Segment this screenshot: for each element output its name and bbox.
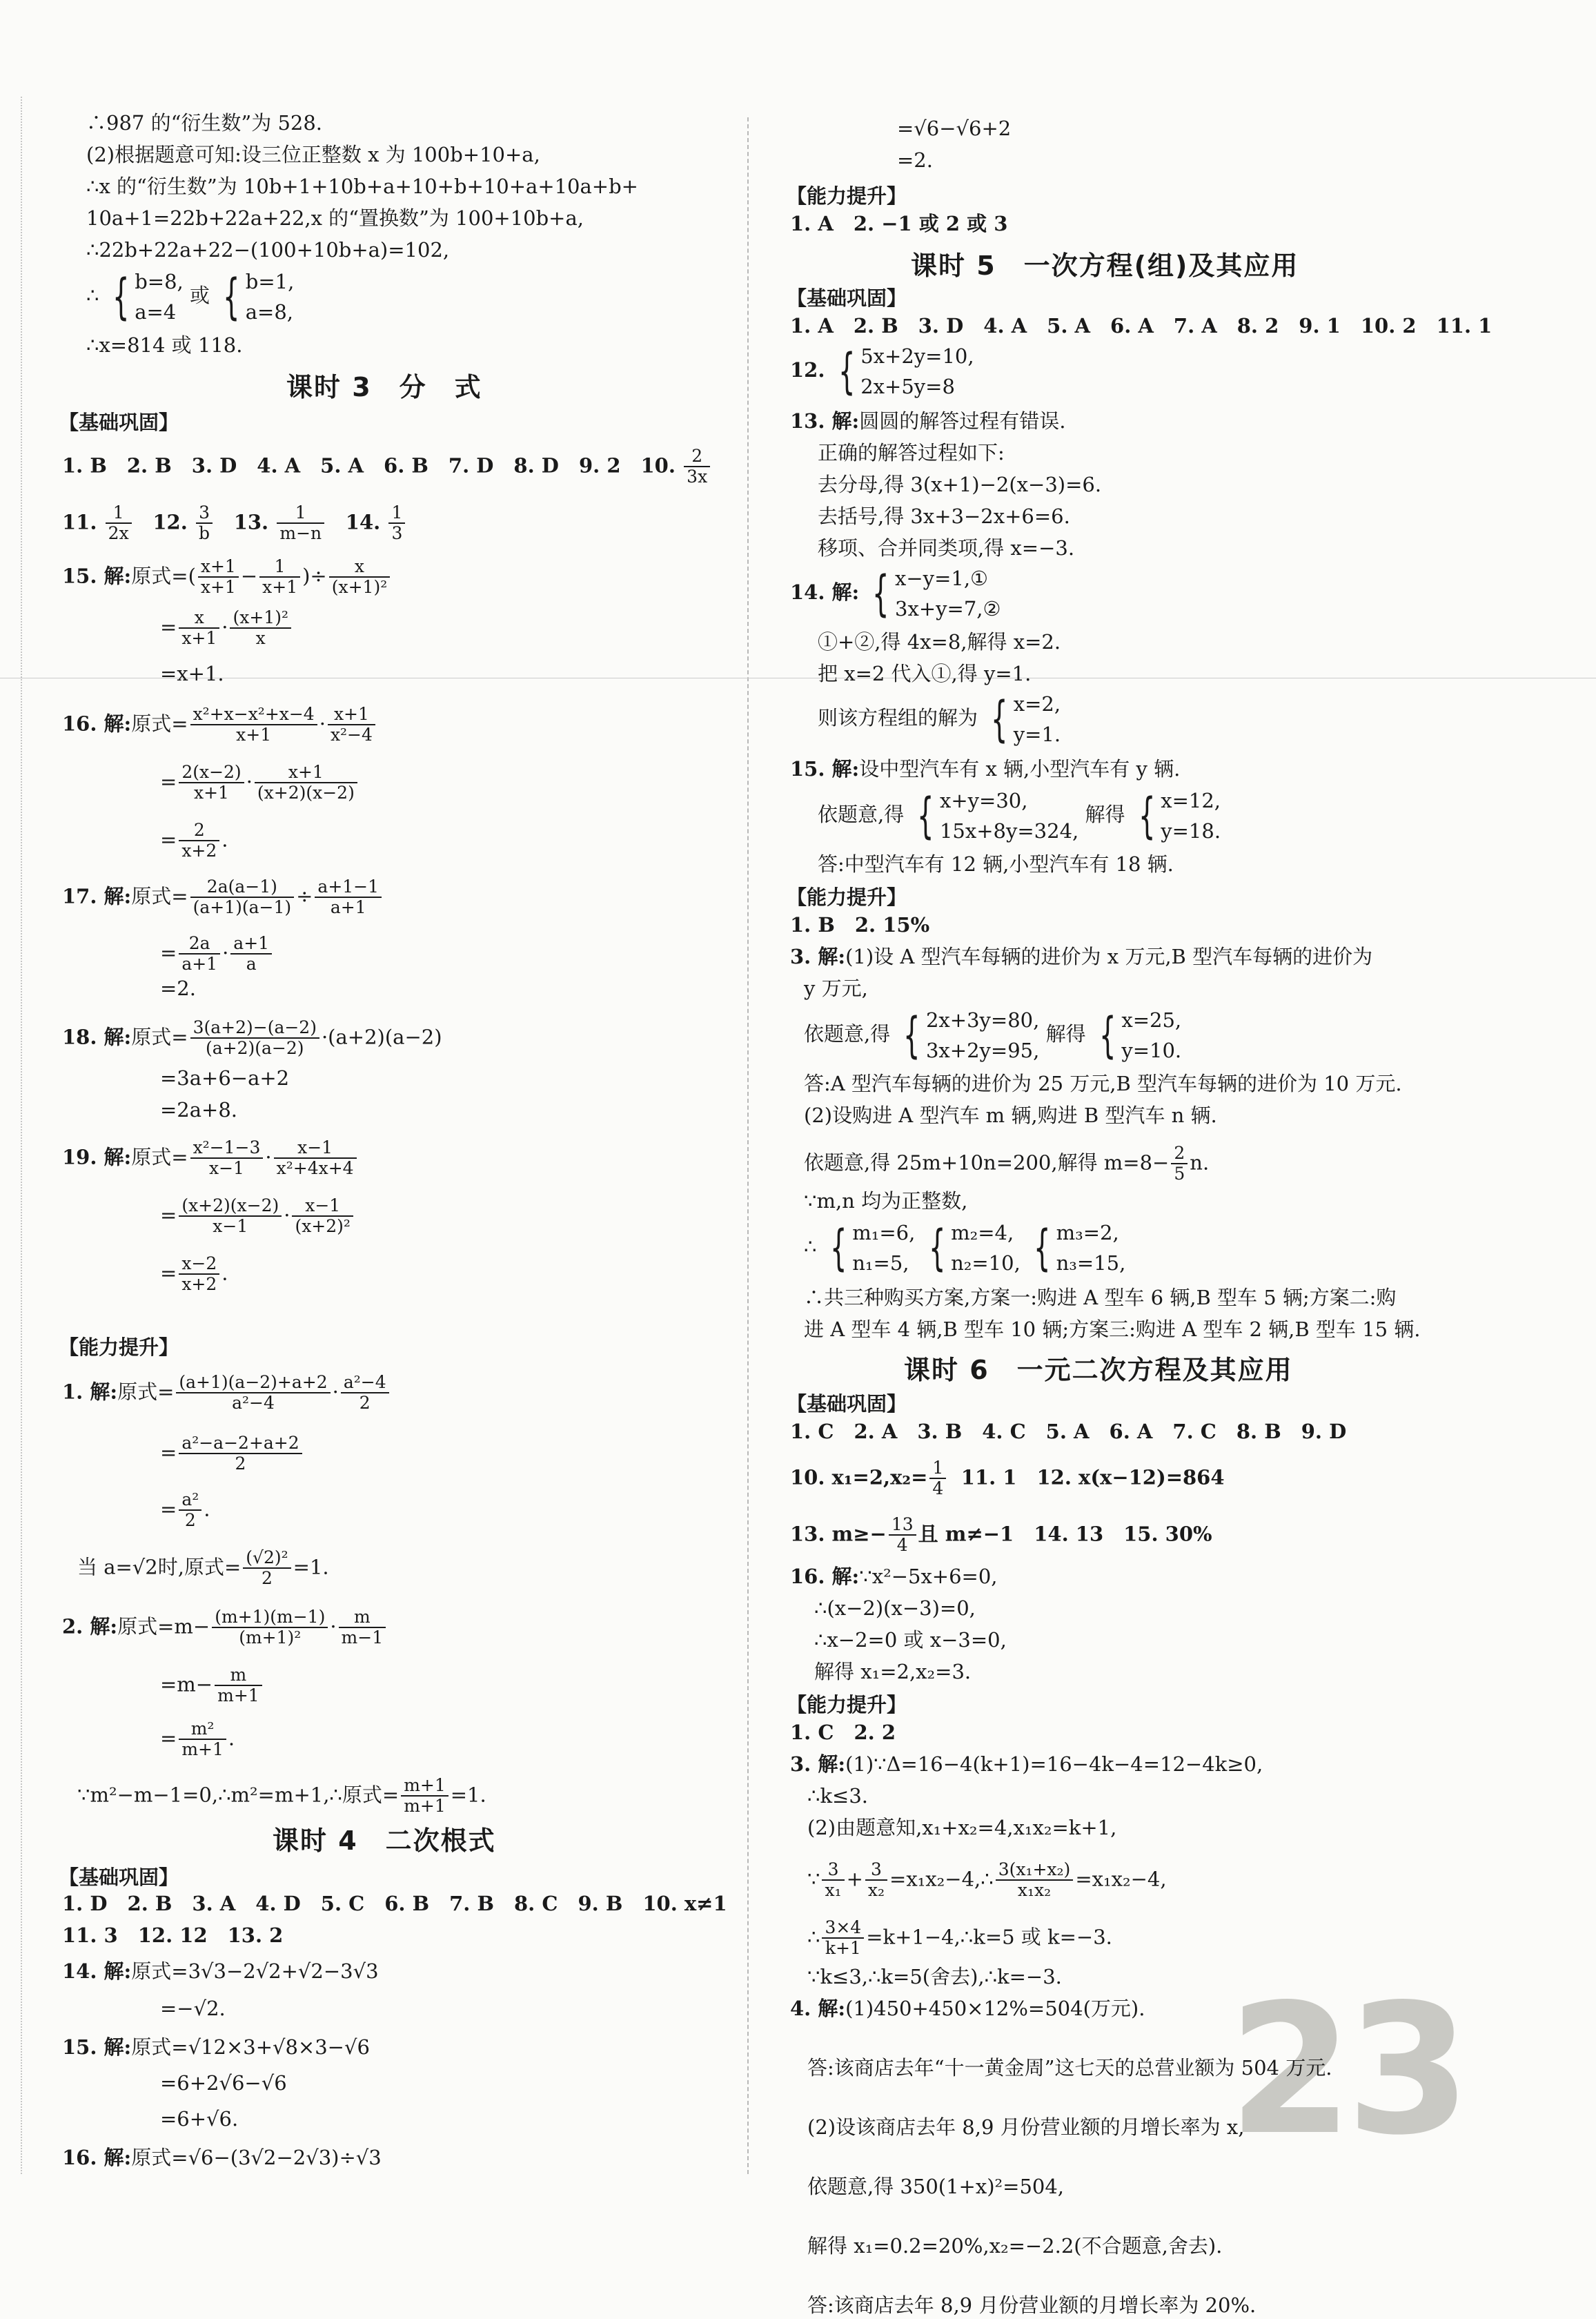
text-line: ∴x=814 或 118. bbox=[86, 333, 243, 357]
therefore-symbol: ∴ bbox=[807, 1925, 820, 1949]
answer-number: 11. bbox=[62, 510, 97, 534]
solution-line bbox=[790, 943, 1372, 970]
equation: m₂=4, bbox=[951, 1221, 1014, 1244]
operator: · bbox=[284, 1203, 290, 1227]
equation-system: { x=12, y=18. bbox=[1132, 785, 1221, 846]
expr: 依题意,得 25m+10n=200,解得 m=8− bbox=[804, 1151, 1170, 1175]
or-word: 或 bbox=[189, 284, 210, 307]
section-title: 课时 5 一次方程(组)及其应用 bbox=[911, 251, 1299, 281]
expr: 解得 bbox=[1085, 803, 1125, 826]
equation: 15x+8y=324, bbox=[939, 819, 1079, 843]
solution-line: (2)设该商店去年 8,9 月份营业额的月增长率为 x, bbox=[807, 2115, 1245, 2139]
solution-line: 答:该商店去年 8,9 月份营业额的月增长率为 20%. bbox=[807, 2293, 1257, 2317]
fraction: $\frac{2}{3x}$ bbox=[684, 447, 710, 487]
solution-line bbox=[804, 1005, 1181, 1066]
equation: 2x+3y=80, bbox=[925, 1008, 1040, 1032]
solution-line bbox=[160, 1255, 228, 1294]
solution-line: 依题意,得 350(1+x)²=504, bbox=[807, 2175, 1065, 2198]
fraction: $\frac{x-1}{\text{(x+2)²}}$ bbox=[292, 1197, 353, 1236]
expr: 原式=( bbox=[131, 564, 196, 588]
question-number: 15. 解: bbox=[790, 757, 860, 781]
expr: 原式= bbox=[131, 884, 188, 908]
solution-line bbox=[804, 1217, 1125, 1278]
equation: 2x+5y=8 bbox=[860, 375, 955, 398]
equation: x=2, bbox=[1013, 692, 1061, 716]
question-number: 14. 解: bbox=[62, 1959, 132, 1983]
solution-line: 去括号,得 3x+3−2x+6=6. bbox=[818, 505, 1070, 528]
equation: n₃=15, bbox=[1056, 1251, 1126, 1275]
solution-line bbox=[790, 755, 1180, 783]
fraction: $\frac{x}{\text{(x+1)²}}$ bbox=[329, 558, 390, 597]
fraction: $\frac{\text{x²+x−x²+x−4}}{x+1}$ bbox=[190, 705, 317, 745]
solution-line bbox=[62, 558, 392, 597]
fraction: $\frac{3\times 4}{k+1}$ bbox=[822, 1919, 864, 1958]
solution-line: 解得 x₁=2,x₂=3. bbox=[814, 1660, 972, 1683]
fraction: $\frac{\text{x²−1−3}}{x-1}$ bbox=[190, 1139, 264, 1178]
solution-line: ∴共三种购买方案,方案一:购进 A 型车 6 辆,B 型车 5 辆;方案二:购 bbox=[804, 1286, 1397, 1309]
solution-line bbox=[160, 1197, 355, 1236]
answer-text: 且 m≠−1 14. 13 15. 30% bbox=[918, 1522, 1212, 1546]
solution-line: =2. bbox=[897, 148, 933, 172]
left-margin-mark bbox=[21, 97, 22, 2174]
solution-line: 解得 x₁=0.2=20%,x₂=−2.2(不合题意,舍去). bbox=[807, 2234, 1223, 2258]
answer-line: 1. B 2. 15% bbox=[790, 913, 930, 937]
period: . bbox=[221, 828, 228, 852]
answer-line bbox=[790, 1459, 1225, 1498]
question-number: 4. 解: bbox=[790, 1997, 846, 2020]
question-number: 12. bbox=[790, 358, 825, 382]
answer-text: 1. B 2. B 3. D 4. A 5. A 6. B 7. D 8. D 9. 2 10. bbox=[62, 453, 676, 478]
solution-line bbox=[790, 1563, 998, 1590]
question-number: 13. 解: bbox=[790, 409, 860, 433]
question-number: 3. 解: bbox=[790, 1752, 846, 1776]
solution-line bbox=[62, 878, 384, 917]
expr: =x₁x₂−4, bbox=[1075, 1867, 1167, 1891]
answer-line bbox=[62, 447, 712, 487]
solution-line: (2)设购进 A 型汽车 m 辆,购进 B 型汽车 n 辆. bbox=[804, 1104, 1217, 1127]
equation-system: { b=8, a=4 bbox=[106, 266, 184, 327]
fraction: $\frac{2}{5}$ bbox=[1171, 1144, 1188, 1184]
answer-line bbox=[790, 341, 974, 402]
section-heading: 【能力提升】 bbox=[787, 1693, 907, 1716]
expr: =k+1−4,∴k=5 或 k=−3. bbox=[866, 1925, 1112, 1949]
operator: · bbox=[222, 941, 229, 965]
fraction: $\frac{x+1}{x+1}$ bbox=[198, 558, 239, 597]
fraction: $\frac{x-2}{x+2}$ bbox=[179, 1255, 219, 1294]
question-number: 2. 解: bbox=[62, 1614, 118, 1638]
equation: 3x+y=7,② bbox=[895, 597, 1001, 620]
fraction: $\frac{m+1}{m+1}$ bbox=[401, 1777, 449, 1816]
operator: · bbox=[330, 1614, 337, 1638]
solution-line: 把 x=2 代入①,得 y=1. bbox=[818, 662, 1032, 685]
answer-line: 11. 3 12. 12 13. 2 bbox=[62, 1924, 284, 1947]
equation: x+y=30, bbox=[939, 789, 1028, 812]
expr: 原式= bbox=[117, 1380, 175, 1404]
equation-system: { x−y=1,① 3x+y=7,② bbox=[865, 563, 1001, 624]
equation: y=1. bbox=[1013, 723, 1061, 746]
period: . bbox=[204, 1497, 210, 1521]
fraction: $\frac{1}{x+1}$ bbox=[259, 558, 300, 597]
expr: 依题意,得 bbox=[818, 803, 905, 826]
solution-line bbox=[62, 1373, 391, 1413]
question-number: 16. 解: bbox=[790, 1565, 860, 1588]
question-number: 15. 解: bbox=[62, 564, 132, 588]
solution-line: 答:中型汽车有 12 辆,小型汽车有 18 辆. bbox=[818, 852, 1174, 876]
operator: · bbox=[319, 712, 326, 736]
solution-line: =√6−√6+2 bbox=[897, 117, 1012, 140]
operator: − bbox=[240, 564, 258, 588]
fraction: $\frac{a+1}{a}$ bbox=[230, 935, 272, 974]
solution-line bbox=[160, 821, 228, 861]
expr: ∵m²−m−1=0,∴m²=m+1,∴原式= bbox=[77, 1783, 400, 1807]
operator: · bbox=[332, 1380, 339, 1404]
expr: 原式= bbox=[131, 1025, 188, 1049]
solution-line bbox=[790, 407, 1065, 435]
solution-line: =2a+8. bbox=[160, 1098, 238, 1122]
fraction: $\frac{1}{4}$ bbox=[929, 1459, 946, 1498]
equals: = bbox=[160, 941, 177, 965]
solution-line bbox=[62, 2033, 370, 2061]
section-title: 课时 4 二次根式 bbox=[273, 1826, 496, 1856]
expr: =1. bbox=[450, 1783, 486, 1807]
equation-system: { m₂=4, n₂=10, bbox=[922, 1217, 1021, 1278]
expr: 原式= bbox=[131, 712, 188, 736]
solution-line: ∴x−2=0 或 x−3=0, bbox=[814, 1628, 1007, 1652]
answer-text: 10. x₁=2,x₂= bbox=[790, 1465, 928, 1489]
fraction: $\frac{1}{3}$ bbox=[388, 504, 405, 543]
solution-line bbox=[160, 1666, 264, 1705]
expr: (1)450+450×12%=504(万元). bbox=[845, 1997, 1145, 2020]
equation: b=1, bbox=[245, 270, 295, 293]
fraction: $\frac{\text{3(x₁+x₂)}}{\text{x₁x₂}}$ bbox=[996, 1861, 1074, 1900]
solution-line: =6+√6. bbox=[160, 2107, 239, 2131]
solution-line: =x+1. bbox=[160, 662, 224, 685]
equals: = bbox=[160, 828, 177, 852]
solution-line bbox=[62, 705, 377, 745]
fraction: $\frac{(x+2)(x-2)}{x-1}$ bbox=[179, 1197, 282, 1236]
question-number: 17. 解: bbox=[62, 884, 132, 908]
expr: 依题意,得 bbox=[804, 1022, 891, 1046]
fraction: $\frac{a+1-1}{a+1}$ bbox=[315, 878, 382, 917]
fraction: $\frac{\text{(√2)²}}{2}$ bbox=[243, 1549, 290, 1588]
fraction: $\frac{3(a+2)-(a-2)}{(a+2)(a-2)}$ bbox=[190, 1019, 319, 1058]
section-heading: 【能力提升】 bbox=[787, 885, 907, 909]
expr: )÷ bbox=[302, 564, 327, 588]
fraction: $\frac{1}{2x}$ bbox=[106, 504, 132, 543]
equation: 5x+2y=10, bbox=[860, 344, 974, 368]
fraction: $\frac{\text{m²}}{m+1}$ bbox=[179, 1720, 226, 1759]
answer-number: 14. bbox=[345, 510, 381, 534]
therefore-symbol: ∴ bbox=[86, 284, 99, 307]
fraction: $\frac{2}{x+2}$ bbox=[179, 821, 219, 861]
solution-line: 进 A 型车 4 辆,B 型车 10 辆;方案三:购进 A 型车 2 辆,B 型车 15 辆. bbox=[804, 1318, 1421, 1341]
expr: =1. bbox=[293, 1555, 329, 1579]
solution-line bbox=[160, 1720, 235, 1759]
fraction: $\frac{3}{\text{x₁}}$ bbox=[822, 1861, 844, 1900]
fraction: $\frac{(m+1)(m-1)}{\text{(m+1)²}}$ bbox=[212, 1608, 328, 1647]
equation: x=12, bbox=[1161, 789, 1221, 812]
solution-line: (2)由题意知,x₁+x₂=4,x₁x₂=k+1, bbox=[807, 1816, 1117, 1839]
equation: a=8, bbox=[245, 300, 294, 324]
fraction: $\frac{x+1}{(x+2)(x-2)}$ bbox=[255, 763, 357, 803]
equation: m₁=6, bbox=[852, 1221, 916, 1244]
solution-line: ∵k≤3,∴k=5(舍去),∴k=−3. bbox=[807, 1965, 1062, 1988]
solution-line bbox=[62, 1019, 442, 1058]
answer-line: 1. C 2. A 3. B 4. C 5. A 6. A 7. C 8. B 9. D bbox=[790, 1420, 1347, 1443]
section-heading: 【能力提升】 bbox=[59, 1335, 179, 1359]
operator: · bbox=[246, 770, 253, 794]
expr: 原式=3√3−2√2+√2−3√3 bbox=[131, 1959, 379, 1983]
equals: = bbox=[160, 615, 177, 639]
equation: a=4 bbox=[135, 300, 177, 324]
expr: 当 a=√2时,原式= bbox=[77, 1555, 242, 1579]
question-number: 16. 解: bbox=[62, 712, 132, 736]
answer-number: 13. bbox=[233, 510, 269, 534]
operator: · bbox=[265, 1145, 272, 1169]
question-number: 15. 解: bbox=[62, 2035, 132, 2059]
equation-system: { m₁=6, n₁=5, bbox=[823, 1217, 916, 1278]
solution-line bbox=[818, 785, 1221, 846]
expr: =x₁x₂−4,∴ bbox=[889, 1867, 994, 1891]
expr: 设中型汽车有 x 辆,小型汽车有 y 辆. bbox=[859, 757, 1181, 781]
solution-line: ∵m,n 均为正整数, bbox=[804, 1189, 968, 1213]
fraction: $\frac{2a(a-1)}{(a+1)(a-1)}$ bbox=[190, 878, 295, 917]
solution-line bbox=[790, 1995, 1596, 2022]
because-symbol: ∵ bbox=[807, 1867, 820, 1891]
expr: 解得 bbox=[1045, 1022, 1086, 1046]
solution-line bbox=[77, 1549, 329, 1588]
fraction: $\frac{(a+1)(a-2)+a+2}{\text{a²−4}}$ bbox=[176, 1373, 330, 1413]
equation: x=25, bbox=[1121, 1008, 1182, 1032]
question-number: 19. 解: bbox=[62, 1145, 132, 1169]
fraction: $\frac{1}{m-n}$ bbox=[277, 504, 324, 543]
equals: = bbox=[160, 1497, 177, 1521]
answer-line bbox=[790, 1516, 1212, 1555]
expr: 圆圆的解答过程有错误. bbox=[859, 409, 1066, 433]
equals: = bbox=[160, 770, 177, 794]
equation: m₃=2, bbox=[1056, 1221, 1119, 1244]
expr: n. bbox=[1190, 1151, 1210, 1175]
text-line: ∴x 的“衍生数”为 10b+1+10b+a+10+b+10+a+10a+b+ bbox=[86, 175, 638, 198]
equation: 3x+2y=95, bbox=[925, 1039, 1040, 1062]
solution-line: ∴(x−2)(x−3)=0, bbox=[814, 1596, 976, 1620]
answer-line: 1. D 2. B 3. A 4. D 5. C 6. B 7. B 8. C 9. B 10. x≠1 bbox=[62, 1892, 727, 1915]
answer-line bbox=[62, 504, 407, 543]
solution-line bbox=[790, 563, 1001, 624]
equation-system: { x=25, y=10. bbox=[1092, 1005, 1181, 1066]
column-divider bbox=[747, 117, 749, 2174]
fraction: $\frac{\text{a²−a−2+a+2}}{2}$ bbox=[179, 1434, 302, 1474]
solution-line bbox=[62, 1957, 379, 1985]
solution-line bbox=[62, 2144, 382, 2171]
equals: = bbox=[160, 1203, 177, 1227]
solution-line bbox=[818, 689, 1061, 750]
text-line: ∴987 的“衍生数”为 528. bbox=[86, 111, 323, 135]
expr: (1)∵Δ=16−4(k+1)=16−4k−4=12−4k≥0, bbox=[845, 1752, 1263, 1776]
solution-line bbox=[77, 1777, 486, 1816]
equation-system: { 5x+2y=10, 2x+5y=8 bbox=[831, 341, 974, 402]
expr: 原式=√6−(3√2−2√3)÷√3 bbox=[131, 2146, 382, 2169]
solution-line: ∴k≤3. bbox=[807, 1784, 868, 1808]
equation: y=10. bbox=[1121, 1039, 1182, 1062]
equation: b=8, bbox=[135, 270, 184, 293]
equals: = bbox=[160, 1261, 177, 1285]
solution-line bbox=[160, 609, 293, 648]
question-number: 14. 解: bbox=[790, 580, 860, 604]
text-line: 10a+1=22b+22a+22,x 的“置换数”为 100+10b+a, bbox=[86, 206, 584, 230]
solution-line bbox=[807, 1861, 1167, 1900]
section-title: 课时 3 分 式 bbox=[286, 372, 482, 402]
expr: 原式=m− bbox=[117, 1614, 210, 1638]
text-line: (2)根据题意可知:设三位正整数 x 为 100b+10+a, bbox=[86, 143, 540, 166]
equation-system: { b=1, a=8, bbox=[216, 266, 294, 327]
expr: (1)设 A 型汽车每辆的进价为 x 万元,B 型汽车每辆的进价为 bbox=[845, 945, 1373, 968]
fraction: $\frac{\text{a²−4}}{2}$ bbox=[341, 1373, 389, 1413]
solution-line bbox=[807, 1919, 1112, 1958]
answer-line: 1. C 2. 2 bbox=[790, 1721, 896, 1744]
answer-line: 1. A 2. B 3. D 4. A 5. A 6. A 7. A 8. 2 9. 1 10. 2 11. 1 bbox=[790, 314, 1492, 337]
section-heading: 【能力提升】 bbox=[787, 184, 907, 208]
solution-line: y 万元, bbox=[804, 977, 868, 1000]
question-number: 3. 解: bbox=[790, 945, 846, 968]
period: . bbox=[228, 1726, 235, 1750]
answer-line: 1. A 2. −1 或 2 或 3 bbox=[790, 212, 1008, 235]
fraction: $\frac{2a}{a+1}$ bbox=[179, 935, 220, 974]
solution-line bbox=[160, 935, 274, 974]
section-heading: 【基础巩固】 bbox=[59, 1866, 179, 1889]
section-heading: 【基础巩固】 bbox=[787, 286, 907, 310]
equation-system: { x=2, y=1. bbox=[984, 689, 1061, 750]
fraction: $\frac{3}{\text{x₂}}$ bbox=[865, 1861, 887, 1900]
section-title: 课时 6 一元二次方程及其应用 bbox=[904, 1355, 1293, 1385]
fraction: $\frac{13}{4}$ bbox=[889, 1516, 916, 1555]
equals: = bbox=[160, 1726, 177, 1750]
fraction: $\frac{\text{a²}}{2}$ bbox=[179, 1491, 201, 1530]
solution-line: =6+2√6−√6 bbox=[160, 2071, 287, 2095]
operator: · bbox=[221, 615, 228, 639]
period: . bbox=[221, 1261, 228, 1285]
text-line: ∴22b+22a+22−(100+10b+a)=102, bbox=[86, 238, 450, 262]
expr: 则该方程组的解为 bbox=[818, 706, 978, 730]
page-number: 23 bbox=[1228, 1966, 1464, 2175]
solution-line: =3a+6−a+2 bbox=[160, 1066, 290, 1090]
fraction: $\frac{x+1}{\text{x²−4}}$ bbox=[328, 705, 375, 745]
solution-line: 去分母,得 3(x+1)−2(x−3)=6. bbox=[818, 473, 1102, 496]
solution-line bbox=[804, 1144, 1209, 1184]
expr: ∵x²−5x+6=0, bbox=[859, 1565, 998, 1588]
solution-line bbox=[160, 1434, 304, 1474]
question-number: 1. 解: bbox=[62, 1380, 118, 1404]
solution-line: 答:A 型汽车每辆的进价为 25 万元,B 型汽车每辆的进价为 10 万元. bbox=[804, 1072, 1402, 1095]
fraction: $\frac{x}{x+1}$ bbox=[179, 609, 219, 648]
solution-line bbox=[790, 1750, 1263, 1778]
equation: n₁=5, bbox=[852, 1251, 909, 1275]
solution-line bbox=[62, 1139, 359, 1178]
equation: x−y=1,① bbox=[895, 567, 989, 590]
equation-system: { x+y=30, 15x+8y=324, bbox=[910, 785, 1078, 846]
fraction: $\frac{x-1}{\text{x²+4x+4}}$ bbox=[274, 1139, 357, 1178]
expr: ·(a+2)(a−2) bbox=[321, 1025, 442, 1049]
fraction: $\frac{2(x-2)}{x+1}$ bbox=[179, 763, 244, 803]
solution-line: ①+②,得 4x=8,解得 x=2. bbox=[818, 630, 1061, 654]
equals: = bbox=[160, 1440, 177, 1465]
answer-text: 11. 1 12. x(x−12)=864 bbox=[960, 1465, 1225, 1489]
answer-text: 13. m≥− bbox=[790, 1522, 887, 1546]
section-heading: 【基础巩固】 bbox=[59, 411, 179, 434]
fraction: $\frac{3}{b}$ bbox=[196, 504, 213, 543]
fraction: $\frac{\text{(x+1)²}}{x}$ bbox=[230, 609, 290, 648]
equation: n₂=10, bbox=[951, 1251, 1021, 1275]
answer-number: 12. bbox=[152, 510, 188, 534]
solution-line: 正确的解答过程如下: bbox=[818, 441, 1005, 464]
solution-line bbox=[160, 763, 359, 803]
solution-line: =−√2. bbox=[160, 1997, 226, 2020]
solution-line bbox=[62, 1608, 388, 1647]
fraction: $\frac{m}{m+1}$ bbox=[215, 1666, 262, 1705]
expr: 原式= bbox=[131, 1145, 188, 1169]
section-heading: 【基础巩固】 bbox=[787, 1392, 907, 1416]
equation-system: { m₃=2, n₃=15, bbox=[1027, 1217, 1125, 1278]
operator: ÷ bbox=[296, 884, 313, 908]
solution-line: =2. bbox=[160, 977, 196, 1000]
operator: + bbox=[846, 1867, 863, 1891]
solution-line bbox=[160, 1491, 210, 1530]
expr: =m− bbox=[160, 1672, 213, 1696]
fraction: $\frac{m}{m-1}$ bbox=[339, 1608, 386, 1647]
equation-system: { 2x+3y=80, 3x+2y=95, bbox=[896, 1005, 1039, 1066]
equation: y=18. bbox=[1161, 819, 1221, 843]
solution-line: 移项、合并同类项,得 x=−3. bbox=[818, 536, 1075, 560]
solution-line: 答:该商店去年“十一黄金周”这七天的总营业额为 504 万元. bbox=[807, 2056, 1332, 2080]
therefore-symbol: ∴ bbox=[804, 1235, 817, 1258]
question-number: 18. 解: bbox=[62, 1025, 132, 1049]
expr: 原式=√12×3+√8×3−√6 bbox=[131, 2035, 370, 2059]
equation-system-line bbox=[86, 266, 294, 327]
question-number: 16. 解: bbox=[62, 2146, 132, 2169]
